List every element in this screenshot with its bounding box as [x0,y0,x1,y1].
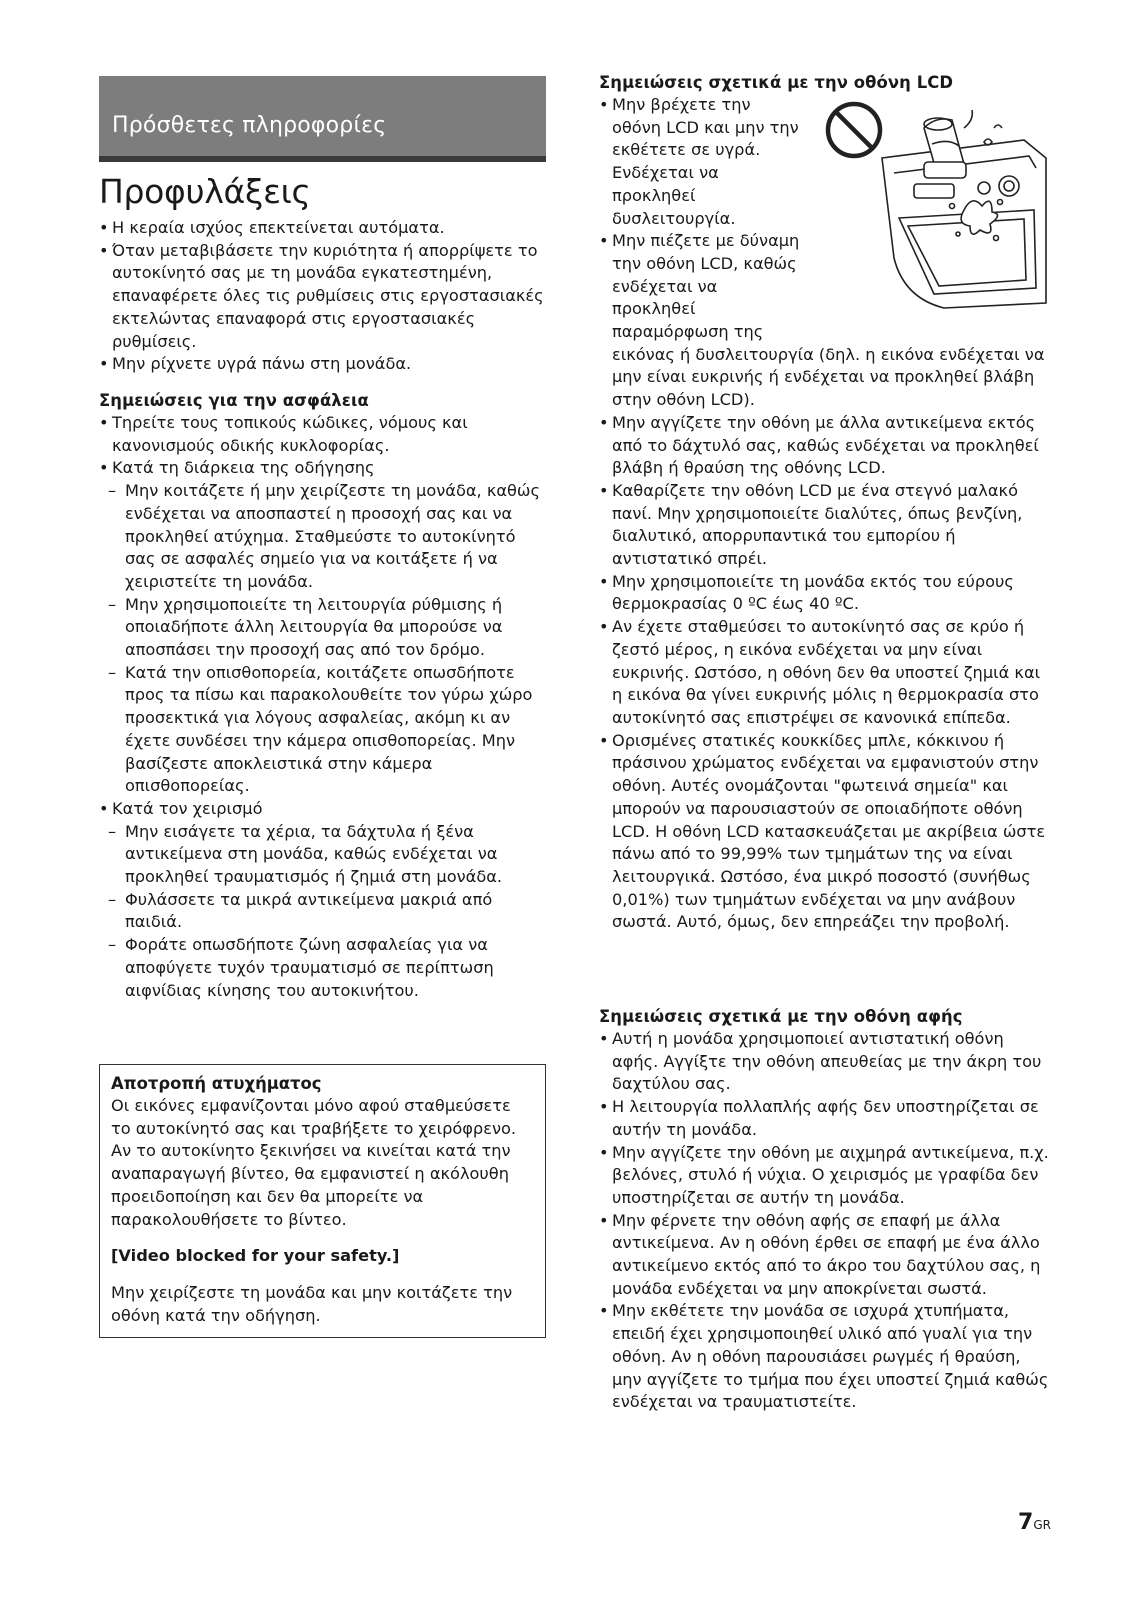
list-item: • Αυτή η μονάδα χρησιμοποιεί αντιστατική οθόνη αφής. Αγγίξτε την οθόνη απευθείας με την άκρη του δαχτύλου σας. [599,1028,1051,1096]
list-item [99,457,546,480]
safety-heading: Σημειώσεις για την ασφάλεια [99,391,369,410]
list-item: • Όταν μεταβιβάσετε την κυριότητα ή απορρίψετε το αυτοκίνητό σας με τη μονάδα εγκατεστημένη, επαναφέρετε όλες τις ρυθμίσεις στις εργοστασιακές εκτελώντας επαναφορά στις εργοστασιακές ρυθμίσεις. [99,240,546,354]
section-header-band [99,76,546,162]
accident-text-1: Οι εικόνες εμφανίζονται μόνο αφού σταθμεύσετε το αυτοκίνητό σας και τραβήξετε το χειρόφρενο. [111,1096,517,1138]
dash-item: – Φυλάσσετε τα μικρά αντικείμενα μακριά από παιδιά. [99,889,546,934]
list-item: • Μην αγγίζετε την οθόνη με αιχμηρά αντικείμενα, π.χ. βελόνες, στυλό ή νύχια. Ο χειρισμός με γραφίδα δεν υποστηρίζεται σε αυτήν τη μονάδα. [599,1142,1051,1210]
touch-section [599,1006,1051,1414]
accident-heading: Αποτροπή ατυχήματος [111,1074,322,1093]
dash-item: – Φοράτε οπωσδήποτε ζώνη ασφαλείας για να αποφύγετε τυχόν τραυματισμό σε περίπτωση αιφνίδιας κίνησης του αυτοκινήτου. [99,934,546,1002]
list-item: • Μην ρίχνετε υγρά πάνω στη μονάδα. [99,353,546,376]
list-item: • Μην χρησιμοποιείτε τη μονάδα εκτός του εύρους θερμοκρασίας 0 ºC έως 40 ºC. [599,571,1051,616]
page-number [1018,1510,1051,1535]
section-header: Πρόσθετες πληροφορίες [112,113,387,138]
lcd-heading: Σημειώσεις σχετικά με την οθόνη LCD [599,73,954,92]
dash-item: – Μην κοιτάζετε ή μην χειρίζεστε τη μονάδα, καθώς ενδέχεται να αποσπαστεί η προσοχή σας και να προκληθεί ατύχημα. Σταθμεύστε το αυτοκίνητό σας σε ασφαλές σημείο για να κοιτάξετε ή να χειριστείτε τη μονάδα. [99,480,546,594]
page-number-suffix: GR [1033,1518,1051,1532]
lcd-section [599,72,1051,934]
dash-item: – Κατά την οπισθοπορεία, κοιτάζετε οπωσδήποτε προς τα πίσω και παρακολουθείτε τον γύρω χώρο προσεκτικά για λόγους ασφαλείας, ακόμη κι αν έχετε συνδέσει την κάμερα οπισθοπορείας. Μην βασίζεστε αποκλειστικά στην κάμερα οπισθοπορείας. [99,662,546,798]
list-item: • Μην βρέχετε την οθόνη LCD και μην την εκθέτετε σε υγρά. Ενδέχεται να προκληθεί δυσλειτουργία. [599,94,802,230]
list-item: • Κατά τον χειρισμό [99,798,546,821]
dash-item: – Μην χρησιμοποιείτε τη λειτουργία ρύθμισης ή οποιαδήποτε άλλη λειτουργία θα μπορούσε να αποσπάσει την προσοχή σας από τον δρόμο. [99,594,546,662]
list-item: • Μην πιέζετε με δύναμη την οθόνη LCD, καθώς ενδέχεται να προκληθεί παραμόρφωση της [599,230,802,344]
list-item: • Μην εκθέτετε την μονάδα σε ισχυρά χτυπήματα, επειδή έχει χρησιμοποιηθεί υλικό από γυαλί για την οθόνη. Αν η οθόνη παρουσιάσει ρωγμές ή θραύση, μην αγγίζετε το τμήμα που έχει υποστεί ζημιά καθώς ενδέχεται να τραυματιστείτε. [599,1300,1051,1414]
dash-item: – Μην εισάγετε τα χέρια, τα δάχτυλα ή ξένα αντικείμενα στη μονάδα, καθώς ενδέχεται να προκληθεί τραυματισμός ή ζημιά στη μονάδα. [99,821,546,889]
list-item: • Η λειτουργία πολλαπλής αφής δεν υποστηρίζεται σε αυτήν τη μονάδα. [599,1096,1051,1141]
page-title: Προφυλάξεις [99,172,311,211]
list-item-label: Κατά τη διάρκεια της οδήγησης [112,458,375,478]
list-item: • Αν έχετε σταθμεύσει το αυτοκίνητό σας σε κρύο ή ζεστό μέρος, η εικόνα ενδέχεται να μην είναι ευκρινής. Ωστόσο, η οθόνη δεν θα υποστεί ζημιά και η εικόνα θα γίνει ευκρινής μόλις η θερμοκρασία στο αυτοκίνητό σας επιστρέψει σε κανονικά επίπεδα. [599,616,1051,730]
list-item: • Τηρείτε τους τοπικούς κώδικες, νόμους και κανονισμούς οδικής κυκλοφορίας. [99,412,546,457]
video-blocked-message: [Video blocked for your safety.] [111,1246,400,1266]
accident-text-3: Μην χειρίζεστε τη μονάδα και μην κοιτάζετε την οθόνη κατά την οδήγηση. [111,1282,513,1325]
list-item-continuation: εικόνας ή δυσλειτουργία (δηλ. η εικόνα ενδέχεται να μην είναι ευκρινής ή ενδέχεται να προκληθεί βλάβη στην οθόνη LCD). [612,344,1045,410]
accident-text-2: Αν το αυτοκίνητο ξεκινήσει να κινείται κατά την αναπαραγωγή βίντεο, θα εμφανιστεί η ακόλουθη προειδοποίηση και δεν θα μπορείτε να παρακολουθήσετε το βίντεο. [111,1141,511,1229]
list-item: • Ορισμένες στατικές κουκκίδες μπλε, κόκκινου ή πράσινου χρώματος ενδέχεται να εμφανιστούν στην οθόνη. Αυτές ονομάζονται "φωτεινά σημεία" και μπορούν να παρουσιαστούν σε οποιαδήποτε οθόνη LCD. Η οθόνη LCD κατασκευάζεται με ακρίβεια ώστε πάνω από το 99,99% των τμημάτων της να είναι λειτουργικά. Ωστόσο, ένα μικρό ποσοστό (συνήθως 0,01%) των τμημάτων ενδέχεται να μην ανάβουν σωστά. Αυτό, όμως, δεν επηρεάζει την προβολή. [599,730,1051,934]
touch-heading: Σημειώσεις σχετικά με την οθόνη αφής [599,1007,963,1026]
page-number-value: 7 [1018,1510,1034,1535]
list-item: • Μην φέρνετε την οθόνη αφής σε επαφή με άλλα αντικείμενα. Αν η οθόνη έρθει σε επαφή με ένα άλλο αντικείμενο εκτός από το άκρο του δαχτύλου σας, η μονάδα ενδέχεται να μην αποκρίνεται σωστά. [599,1210,1051,1301]
list-item: • Μην αγγίζετε την οθόνη με άλλα αντικείμενα εκτός από το δάχτυλό σας, καθώς ενδέχεται να προκληθεί βλάβη ή θραύση της οθόνης LCD. [599,412,1051,480]
intro-section [99,217,546,376]
list-item: • Η κεραία ισχύος επεκτείνεται αυτόματα. [99,217,546,240]
accident-prevention-box [99,1064,546,1338]
safety-section [99,390,546,1002]
lcd-warning-illustration-icon [824,98,1049,318]
list-item: • Καθαρίζετε την οθόνη LCD με ένα στεγνό μαλακό πανί. Μην χρησιμοποιείτε διαλύτες, όπως βενζίνη, διαλυτικό, απορρυπαντικά του εμπορίου ή αντιστατικό σπρέι. [599,480,1051,571]
